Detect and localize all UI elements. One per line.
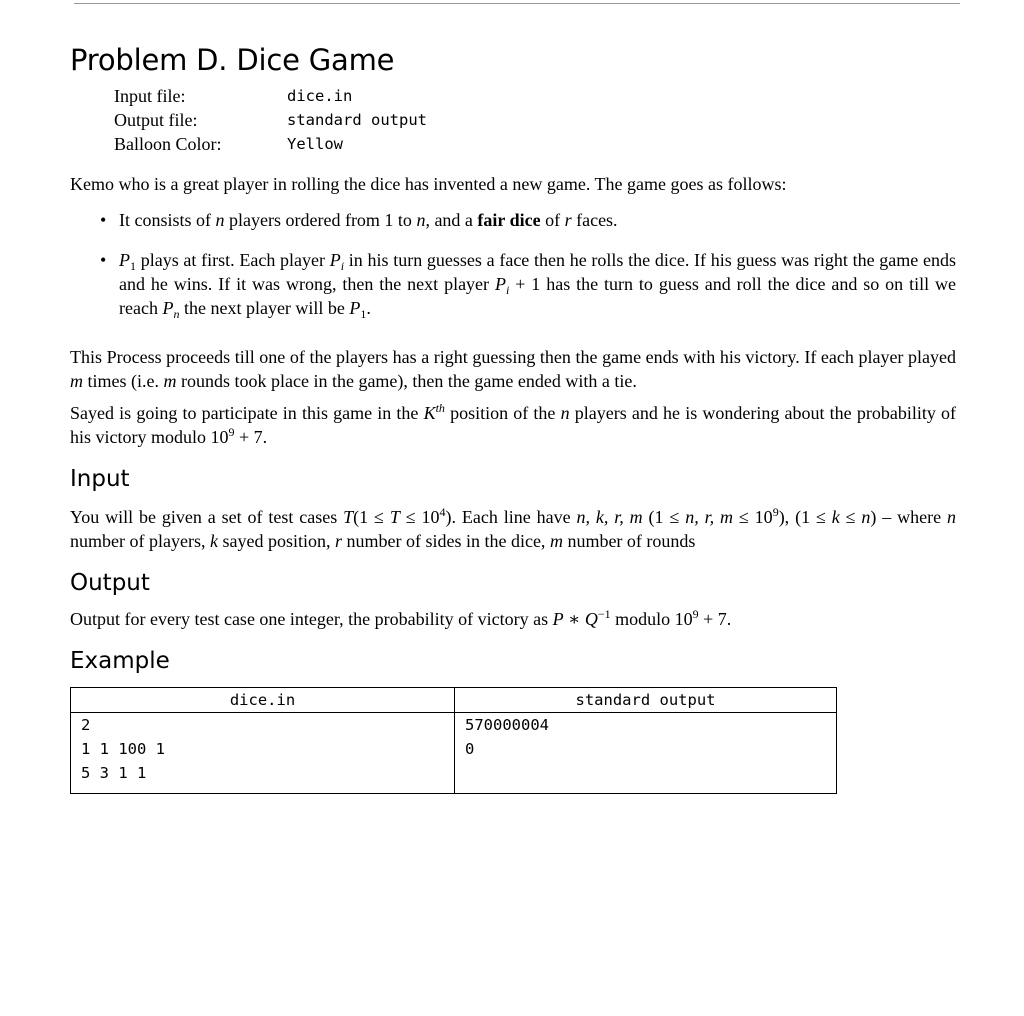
output-file-label: Output file: xyxy=(114,110,198,130)
output-heading: Output xyxy=(70,570,150,596)
example-output-cell xyxy=(455,713,837,794)
balloon-color-label: Balloon Color: xyxy=(114,134,222,154)
balloon-color-row xyxy=(114,132,956,156)
example-table xyxy=(70,687,837,794)
input-line: 1 1 100 1 xyxy=(81,740,165,758)
top-rule xyxy=(74,3,960,4)
example-input-header: dice.in xyxy=(71,688,455,713)
table-header-row xyxy=(71,688,837,713)
output-file-value: standard output xyxy=(287,111,427,129)
input-file-label: Input file: xyxy=(114,86,186,106)
bullet-icon: • xyxy=(100,210,107,230)
balloon-color-value: Yellow xyxy=(287,135,343,153)
input-file-row xyxy=(114,84,956,108)
bullet-icon: • xyxy=(100,250,107,270)
input-line: 5 3 1 1 xyxy=(81,764,147,782)
rules-list xyxy=(70,208,956,320)
input-description: You will be given a set of test cases $T(1 \le T \le 10^4)$. Each line have n, k, r, m (1 ≤ n, r, $m \le 10^9$), (1 ≤ k ≤ n) – where n number of players, k sayed position, r number of sides in the dice, m number of rounds xyxy=(70,505,957,551)
output-description: Output for every test case one integer, the probability of victory as P ∗ $Q^{-1}$ modulo $10^9 + 7$. xyxy=(70,607,732,629)
example-heading: Example xyxy=(70,648,170,674)
statement-paragraph: Sayed is going to participate in this game in the $K^{th}$ position of the n players and he is wondering about the probability of his victory modulo $10^9 + 7$. xyxy=(70,401,956,447)
example-output-header: standard output xyxy=(455,688,837,713)
output-line: 0 xyxy=(465,740,475,758)
example-input-cell xyxy=(71,713,455,794)
input-file-value: dice.in xyxy=(287,87,353,105)
input-line: 2 xyxy=(81,716,91,734)
table-row xyxy=(71,713,837,794)
problem-title: Problem D. Dice Game xyxy=(70,43,395,77)
statement-intro: Kemo who is a great player in rolling the dice has invented a new game. The game goes as follows: xyxy=(70,174,787,194)
output-line: 570000004 xyxy=(465,716,549,734)
rule-item: • $P_1$ plays at first. Each player $P_i$ in his turn guesses a face then he rolls the dice. If his guess was right the game ends and he wins. If it was wrong, then the next player $P_i + 1$ has the turn to guess and roll the dice and so on till we reach $P_n$ the next player will be $P_1$. xyxy=(100,250,957,321)
statement-paragraph: This Process proceeds till one of the players has a right guessing then the game ends with his victory. If each player played m times (i.e. m rounds took place in the game), then the game ended with a tie. xyxy=(70,347,956,391)
problem-page xyxy=(70,40,956,794)
rule-item: • It consists of n players ordered from 1 to n, and a fair dice of r faces. xyxy=(100,210,618,230)
file-info xyxy=(114,84,956,156)
output-file-row xyxy=(114,108,956,132)
input-heading: Input xyxy=(70,466,130,492)
